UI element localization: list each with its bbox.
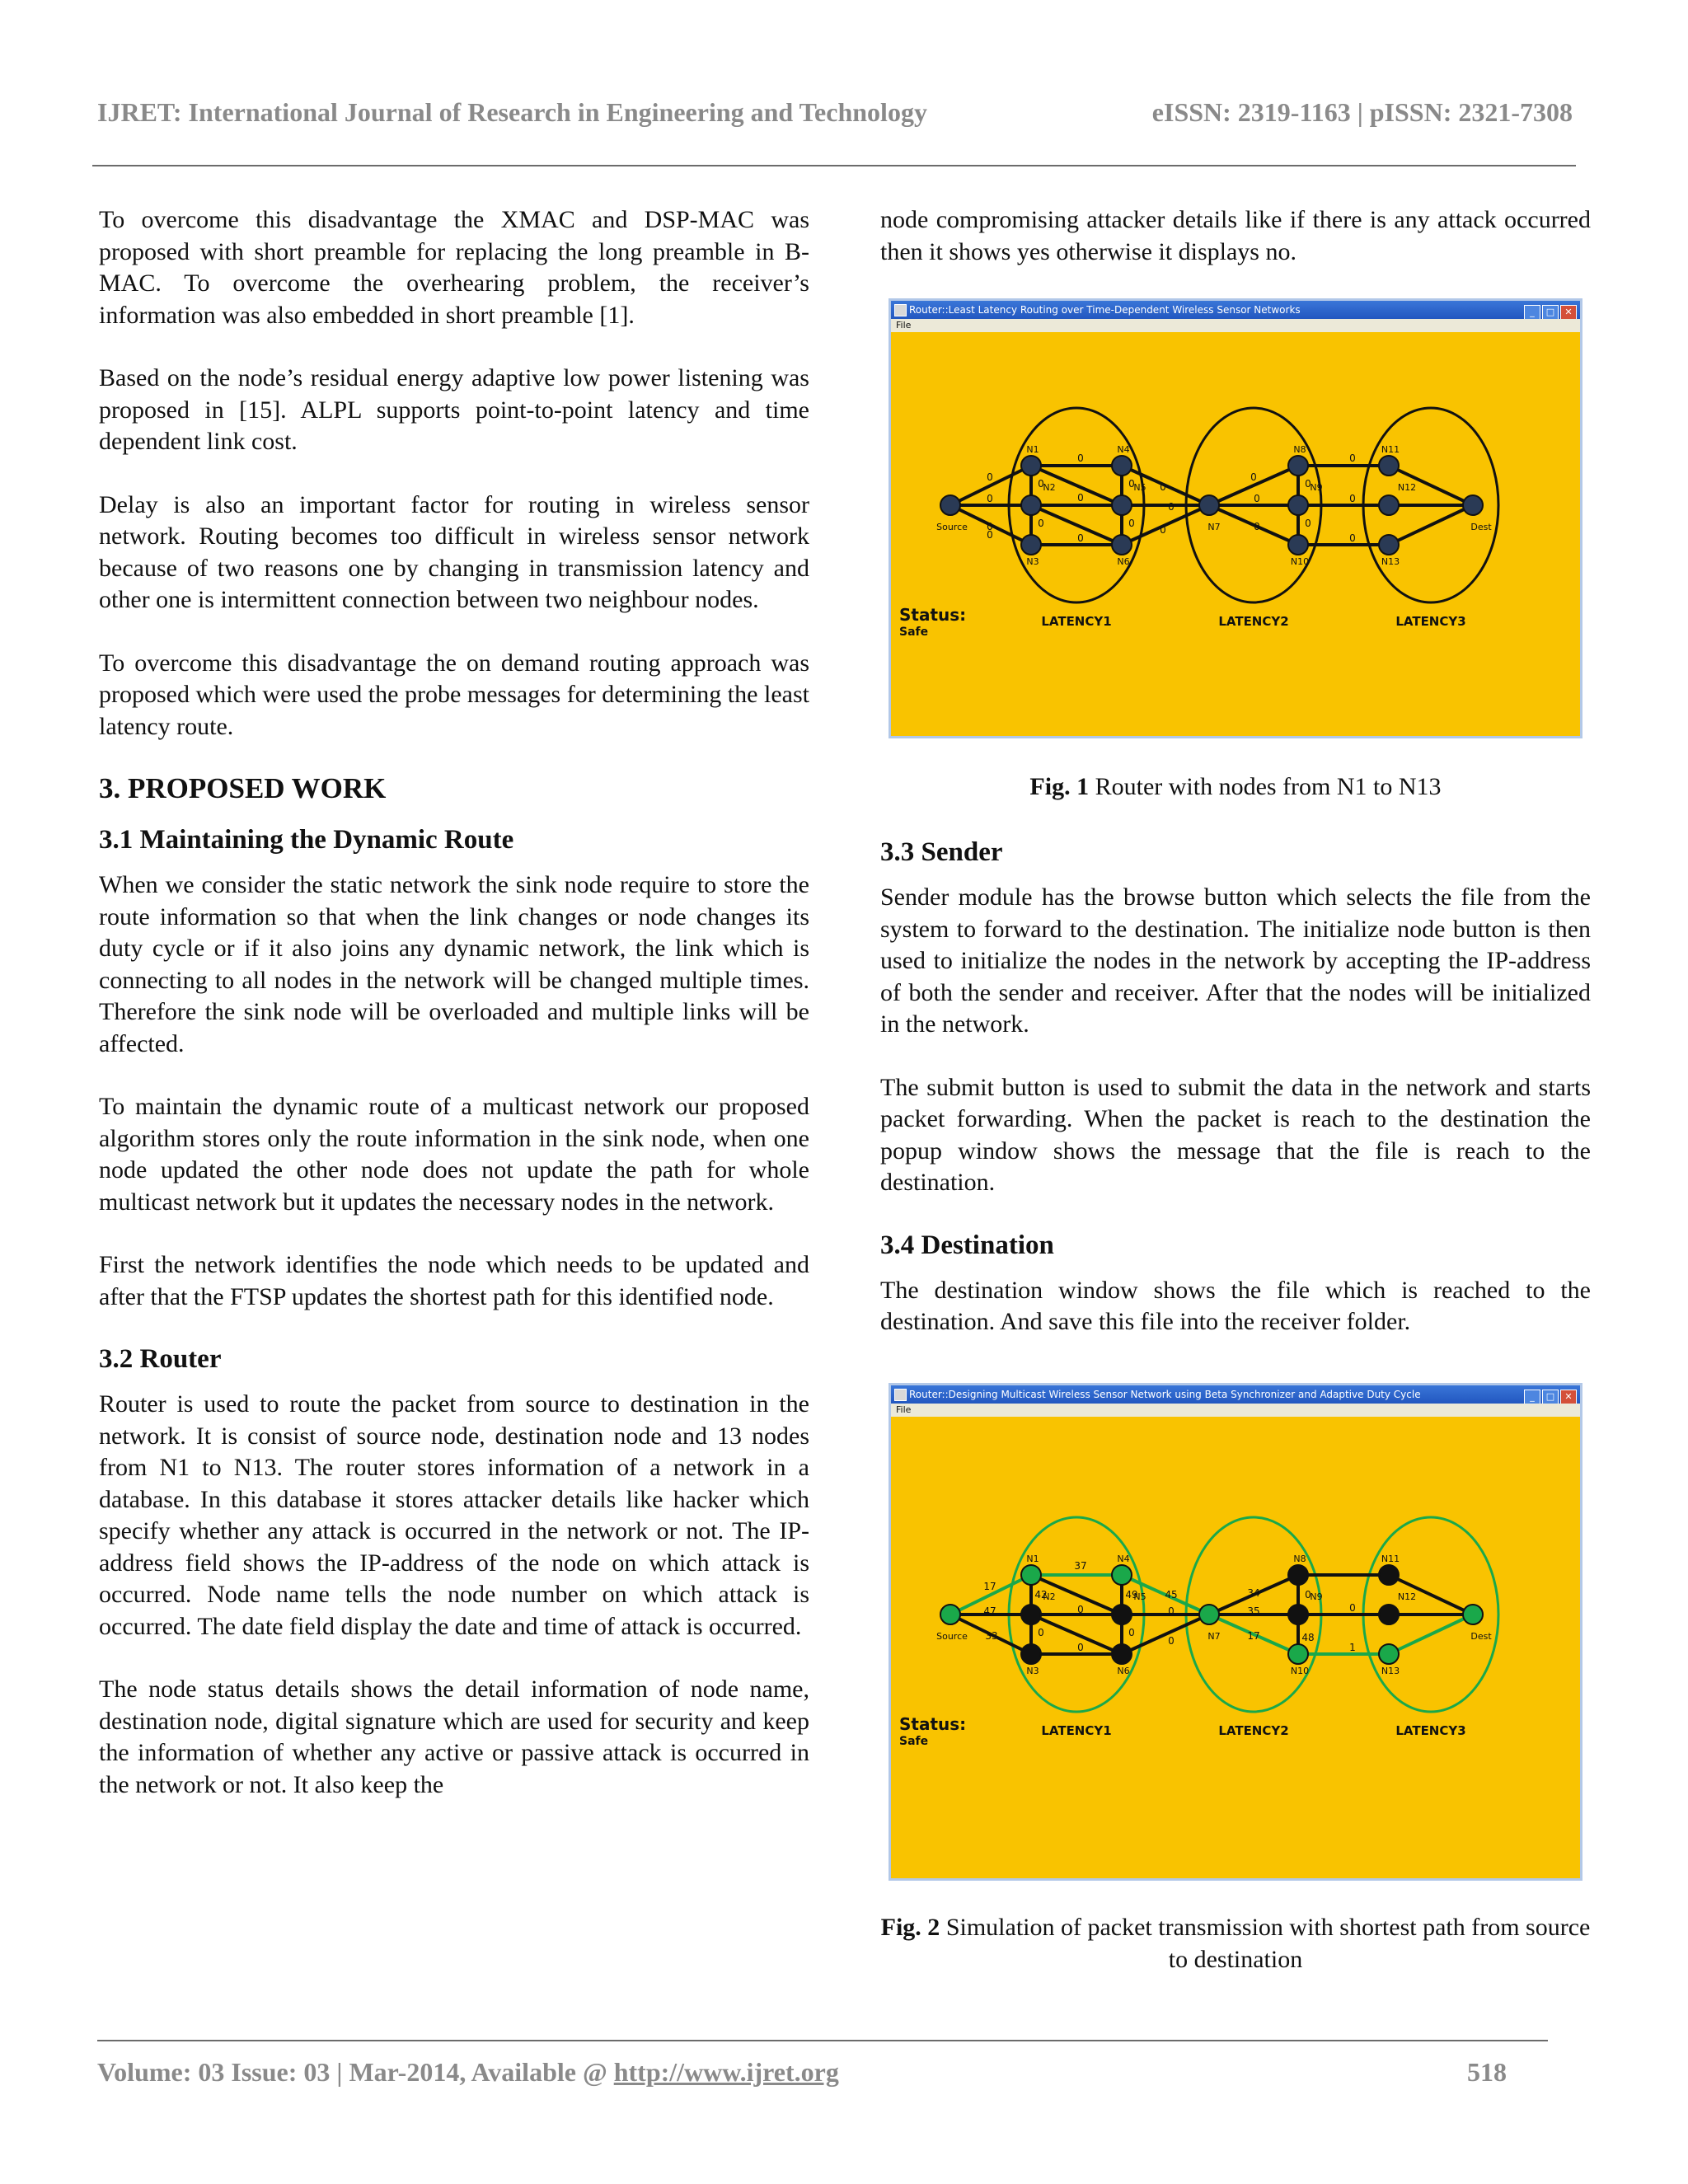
edge-weight-label: 0 [1160,481,1166,493]
left-column [99,204,809,1801]
edge-weight-label: 33 [985,1630,998,1642]
edge-weight-label: 0 [1077,1604,1084,1615]
running-header [97,97,1573,130]
network-node [1379,535,1399,555]
network-diagram-1 [891,332,1580,736]
network-node [1199,1605,1219,1624]
network-node [1021,495,1041,515]
node-label: N2 [1043,482,1056,493]
latency-label: LATENCY3 [1395,1723,1466,1738]
status-label: Status: [899,605,967,625]
network-node [1112,1605,1132,1624]
edge-weight-label: 0 [1168,1605,1175,1617]
edge-weight-label: 47 [983,1605,996,1617]
edge-weight-label: 0 [1254,521,1260,532]
paragraph: Delay is also an important factor for routing in wireless sensor network. Routing becomes too difficult in wireless sensor network because of two reasons one by changing in transmission latency and other one is intermittent connection between two neighbour nodes. [99,490,809,613]
java-app-icon [894,1389,907,1401]
footer-divider [97,2040,1548,2041]
node-label: Source [936,1631,968,1642]
edge-weight-label: 17 [1247,1630,1260,1642]
subsection-heading: 3.2 Router [99,1344,222,1374]
edge-weight-label: 0 [1305,478,1311,490]
volume-text: Volume: 03 Issue: 03 | Mar-2014, Available @ [97,2057,614,2087]
network-node [1463,495,1483,515]
paragraph: First the network identifies the node which needs to be updated and after that the FTSP updates the shortest path for this identified node. [99,1251,809,1310]
java-app-icon [894,304,907,316]
node-label: N8 [1293,1554,1306,1564]
paragraph: To maintain the dynamic route of a multicast network our proposed algorithm stores only the route information in the sink node, when one node updated the other node does not update the path for whole multicast network but it updates the necessary nodes in the network. [99,1093,809,1216]
network-node [1379,495,1399,515]
network-node [1288,1605,1308,1624]
maximize-icon[interactable]: □ [1542,305,1559,319]
paragraph: Router is used to route the packet from source to destination in the network. It is consist of source node, destination node and 13 nodes from N1 to N13. The router stores information of a network in a database. In this database it stores attacker details like hacker which specify whether any attack is occurred in the network or not. The IP-address field shows the IP-address of the node on which attack is occurred. Node name tells the node number on which attack is occurred. The date field display the date and time of attack is occurred. [99,1390,809,1640]
subsection-heading: 3.1 Maintaining the Dynamic Route [99,825,514,855]
subsection-heading: 3.3 Sender [880,837,1003,867]
network-node [1021,1565,1041,1585]
right-column-lower [880,834,1591,1338]
network-edge [1031,1615,1122,1654]
network-node [1379,1565,1399,1585]
network-node [1463,1605,1483,1624]
caption-text: Router with nodes from N1 to N13 [1089,773,1442,800]
edge-weight-label: 37 [1074,1560,1087,1572]
node-label: N8 [1293,444,1306,455]
edge-weight-label: 0 [1038,518,1044,529]
figure-1-caption [880,771,1591,804]
edge-weight-label: 0 [1305,518,1311,529]
figure-2-window [889,1383,1582,1881]
network-node [1112,535,1132,555]
edge-weight-label: 1 [1349,1642,1356,1653]
page-number: 518 [1467,2057,1507,2087]
latency-label: LATENCY1 [1041,614,1112,629]
network-node [1021,1644,1041,1664]
edge-weight-label: 0 [1038,1627,1044,1638]
figure-2-caption [880,1912,1591,1975]
latency-label: LATENCY1 [1041,1723,1112,1738]
edge-weight-label: 42 [1034,1589,1048,1601]
minimize-icon[interactable]: _ [1524,1390,1540,1404]
node-label: N3 [1026,556,1039,567]
network-node [1288,456,1308,476]
latency-label: LATENCY3 [1395,614,1466,629]
edge-weight-label: 0 [1077,532,1084,544]
node-label: N13 [1381,1666,1400,1676]
edge-weight-label: 0 [1305,1589,1311,1601]
edge-weight-label: 0 [987,493,993,504]
node-label: N12 [1397,1591,1417,1602]
edge-weight-label: 0 [1250,471,1257,483]
edge-weight-label: 0 [1077,452,1084,464]
minimize-icon[interactable]: _ [1524,305,1540,319]
node-label: N1 [1026,444,1039,455]
caption-text: Simulation of packet transmission with shortest path from source to destination [940,1914,1591,1973]
node-label: N11 [1381,444,1400,455]
node-label: N3 [1026,1666,1039,1676]
node-label: N1 [1026,1554,1039,1564]
edge-weight-label: 0 [987,529,993,541]
header-divider [92,165,1576,166]
node-label: N6 [1117,556,1130,567]
menu-file[interactable]: File [896,1404,912,1415]
edge-weight-label: 17 [983,1581,996,1592]
network-node [1288,535,1308,555]
node-label: Dest [1470,1631,1492,1642]
node-label: N12 [1397,482,1417,493]
window-title: Router::Least Latency Routing over Time-Dependent Wireless Sensor Networks [909,304,1301,316]
menu-bar [891,1404,1580,1417]
figure-1-window [889,298,1582,738]
network-node [1021,1605,1041,1624]
edge-weight-label: 0 [1038,478,1044,490]
paragraph: To overcome this disadvantage the on demand routing approach was proposed which were used the probe messages for determining the least latency route. [99,649,809,740]
network-node [940,1605,960,1624]
node-label: N10 [1290,1666,1310,1676]
edge-weight-label: 0 [1128,1627,1135,1638]
paragraph: To overcome this disadvantage the XMAC and DSP-MAC was proposed with short preamble for replacing the long preamble in B-MAC. To overcome the overhearing problem, the receiver’s information was also embedded in short preamble [1]. [99,206,809,329]
paragraph: The node status details shows the detail information of node name, destination node, digital signature which are used for security and keep the information of whether any active or passive attack is occurred in the network or not. It also keep the [99,1675,809,1798]
edge-weight-label: 35 [1247,1605,1260,1617]
node-label: N13 [1381,556,1400,567]
network-node [940,495,960,515]
paragraph: Sender module has the browse button which selects the file from the system to forward to the destination. The initialize node button is then used to initialize the nodes in the network by accepting the IP-address of both the sender and receiver. After that the nodes will be initialized in the network. [880,883,1591,1038]
network-edge [1031,505,1122,545]
close-icon[interactable]: ✕ [1560,305,1577,319]
network-node [1288,495,1308,515]
edge-weight-label: 0 [1349,493,1356,504]
node-label: N6 [1117,1666,1130,1676]
node-label: N2 [1043,1591,1056,1602]
paragraph: The destination window shows the file which is reached to the destination. And save this file into the receiver folder. [880,1276,1591,1335]
node-label: N9 [1310,482,1323,493]
close-icon[interactable]: ✕ [1560,1390,1577,1404]
network-node [1288,1565,1308,1585]
network-edge [1389,505,1473,545]
network-node [1379,1644,1399,1664]
edge-weight-label: 0 [1349,452,1356,464]
node-label: N10 [1290,556,1310,567]
journal-link[interactable]: http://www.ijret.org [613,2057,839,2087]
network-diagram-2 [891,1417,1580,1878]
edge-weight-label: 0 [1349,1602,1356,1614]
network-edge [1389,1615,1473,1654]
menu-file[interactable]: File [896,320,912,330]
network-node [1112,456,1132,476]
status-value: Safe [899,1735,929,1748]
node-label: Dest [1470,522,1492,532]
node-label: N9 [1310,1591,1323,1602]
node-label: N7 [1207,522,1221,532]
right-column [880,204,1591,268]
edge-weight-label: 48 [1301,1632,1315,1643]
paragraph: The submit button is used to submit the data in the network and starts packet forwarding. When the packet is reach to the destination the popup window shows the message that the file is reach to the destination. [880,1073,1591,1196]
paragraph: node compromising attacker details like if there is any attack occurred then it shows yes otherwise it displays no. [880,206,1591,265]
edge-weight-label: 0 [1168,1635,1175,1647]
edge-weight-label: 0 [987,471,993,483]
node-label: N11 [1381,1554,1400,1564]
edge-weight-label: 0 [987,521,993,532]
network-node [1379,456,1399,476]
edge-weight-label: 45 [1165,1589,1178,1601]
window-titlebar [891,301,1580,319]
node-label: Source [936,522,968,532]
edge-weight-label: 0 [1160,524,1166,536]
network-node [1379,1605,1399,1624]
node-label: N4 [1117,444,1130,455]
footer-volume [97,2057,839,2088]
latency-label: LATENCY2 [1218,614,1289,629]
edge-weight-label: 0 [1128,518,1135,529]
node-label: N4 [1117,1554,1130,1564]
journal-title: IJRET: International Journal of Research in Engineering and Technology [97,97,927,127]
edge-weight-label: 0 [1077,492,1084,504]
network-node [1021,535,1041,555]
node-label: N7 [1207,1631,1221,1642]
edge-weight-label: 49 [1125,1589,1138,1601]
figure-label: Fig. 2 [880,1914,940,1941]
edge-weight-label: 34 [1247,1587,1260,1599]
window-titlebar [891,1385,1580,1404]
subsection-heading: 3.4 Destination [880,1230,1054,1260]
window-title: Router::Designing Multicast Wireless Sensor Network using Beta Synchronizer and Adaptive Duty Cycle [909,1389,1421,1400]
edge-weight-label: 0 [1128,478,1135,490]
edge-weight-label: 0 [1349,532,1356,544]
menu-bar [891,319,1580,332]
figure-label: Fig. 1 [1029,773,1090,800]
section-heading: 3. PROPOSED WORK [99,772,387,804]
status-label: Status: [899,1714,967,1734]
network-node [1112,1565,1132,1585]
node-label: N5 [1133,1591,1146,1602]
network-node [1112,1644,1132,1664]
network-node [1112,495,1132,515]
edge-weight-label: 0 [1254,493,1260,504]
paragraph: Based on the node’s residual energy adaptive low power listening was proposed in [15]. ALPL supports point-to-point latency and time dependent link cost. [99,364,809,455]
edge-weight-label: 0 [1077,1642,1084,1653]
node-label: N5 [1133,482,1146,493]
network-node [1199,495,1219,515]
issn: eISSN: 2319-1163 | pISSN: 2321-7308 [1151,97,1573,127]
network-node [1288,1644,1308,1664]
network-edge [1122,1615,1209,1654]
status-value: Safe [899,626,929,639]
paragraph: When we consider the static network the sink node require to store the route information so that when the link changes or node changes its duty cycle or if it also joins any dynamic network, the link which is connecting to all nodes in the network will be changed multiple times. Therefore the sink node will be overloaded and multiple links will be affected. [99,871,809,1057]
latency-label: LATENCY2 [1218,1723,1289,1738]
edge-weight-label: 0 [1168,501,1175,513]
network-node [1021,456,1041,476]
maximize-icon[interactable]: □ [1542,1390,1559,1404]
